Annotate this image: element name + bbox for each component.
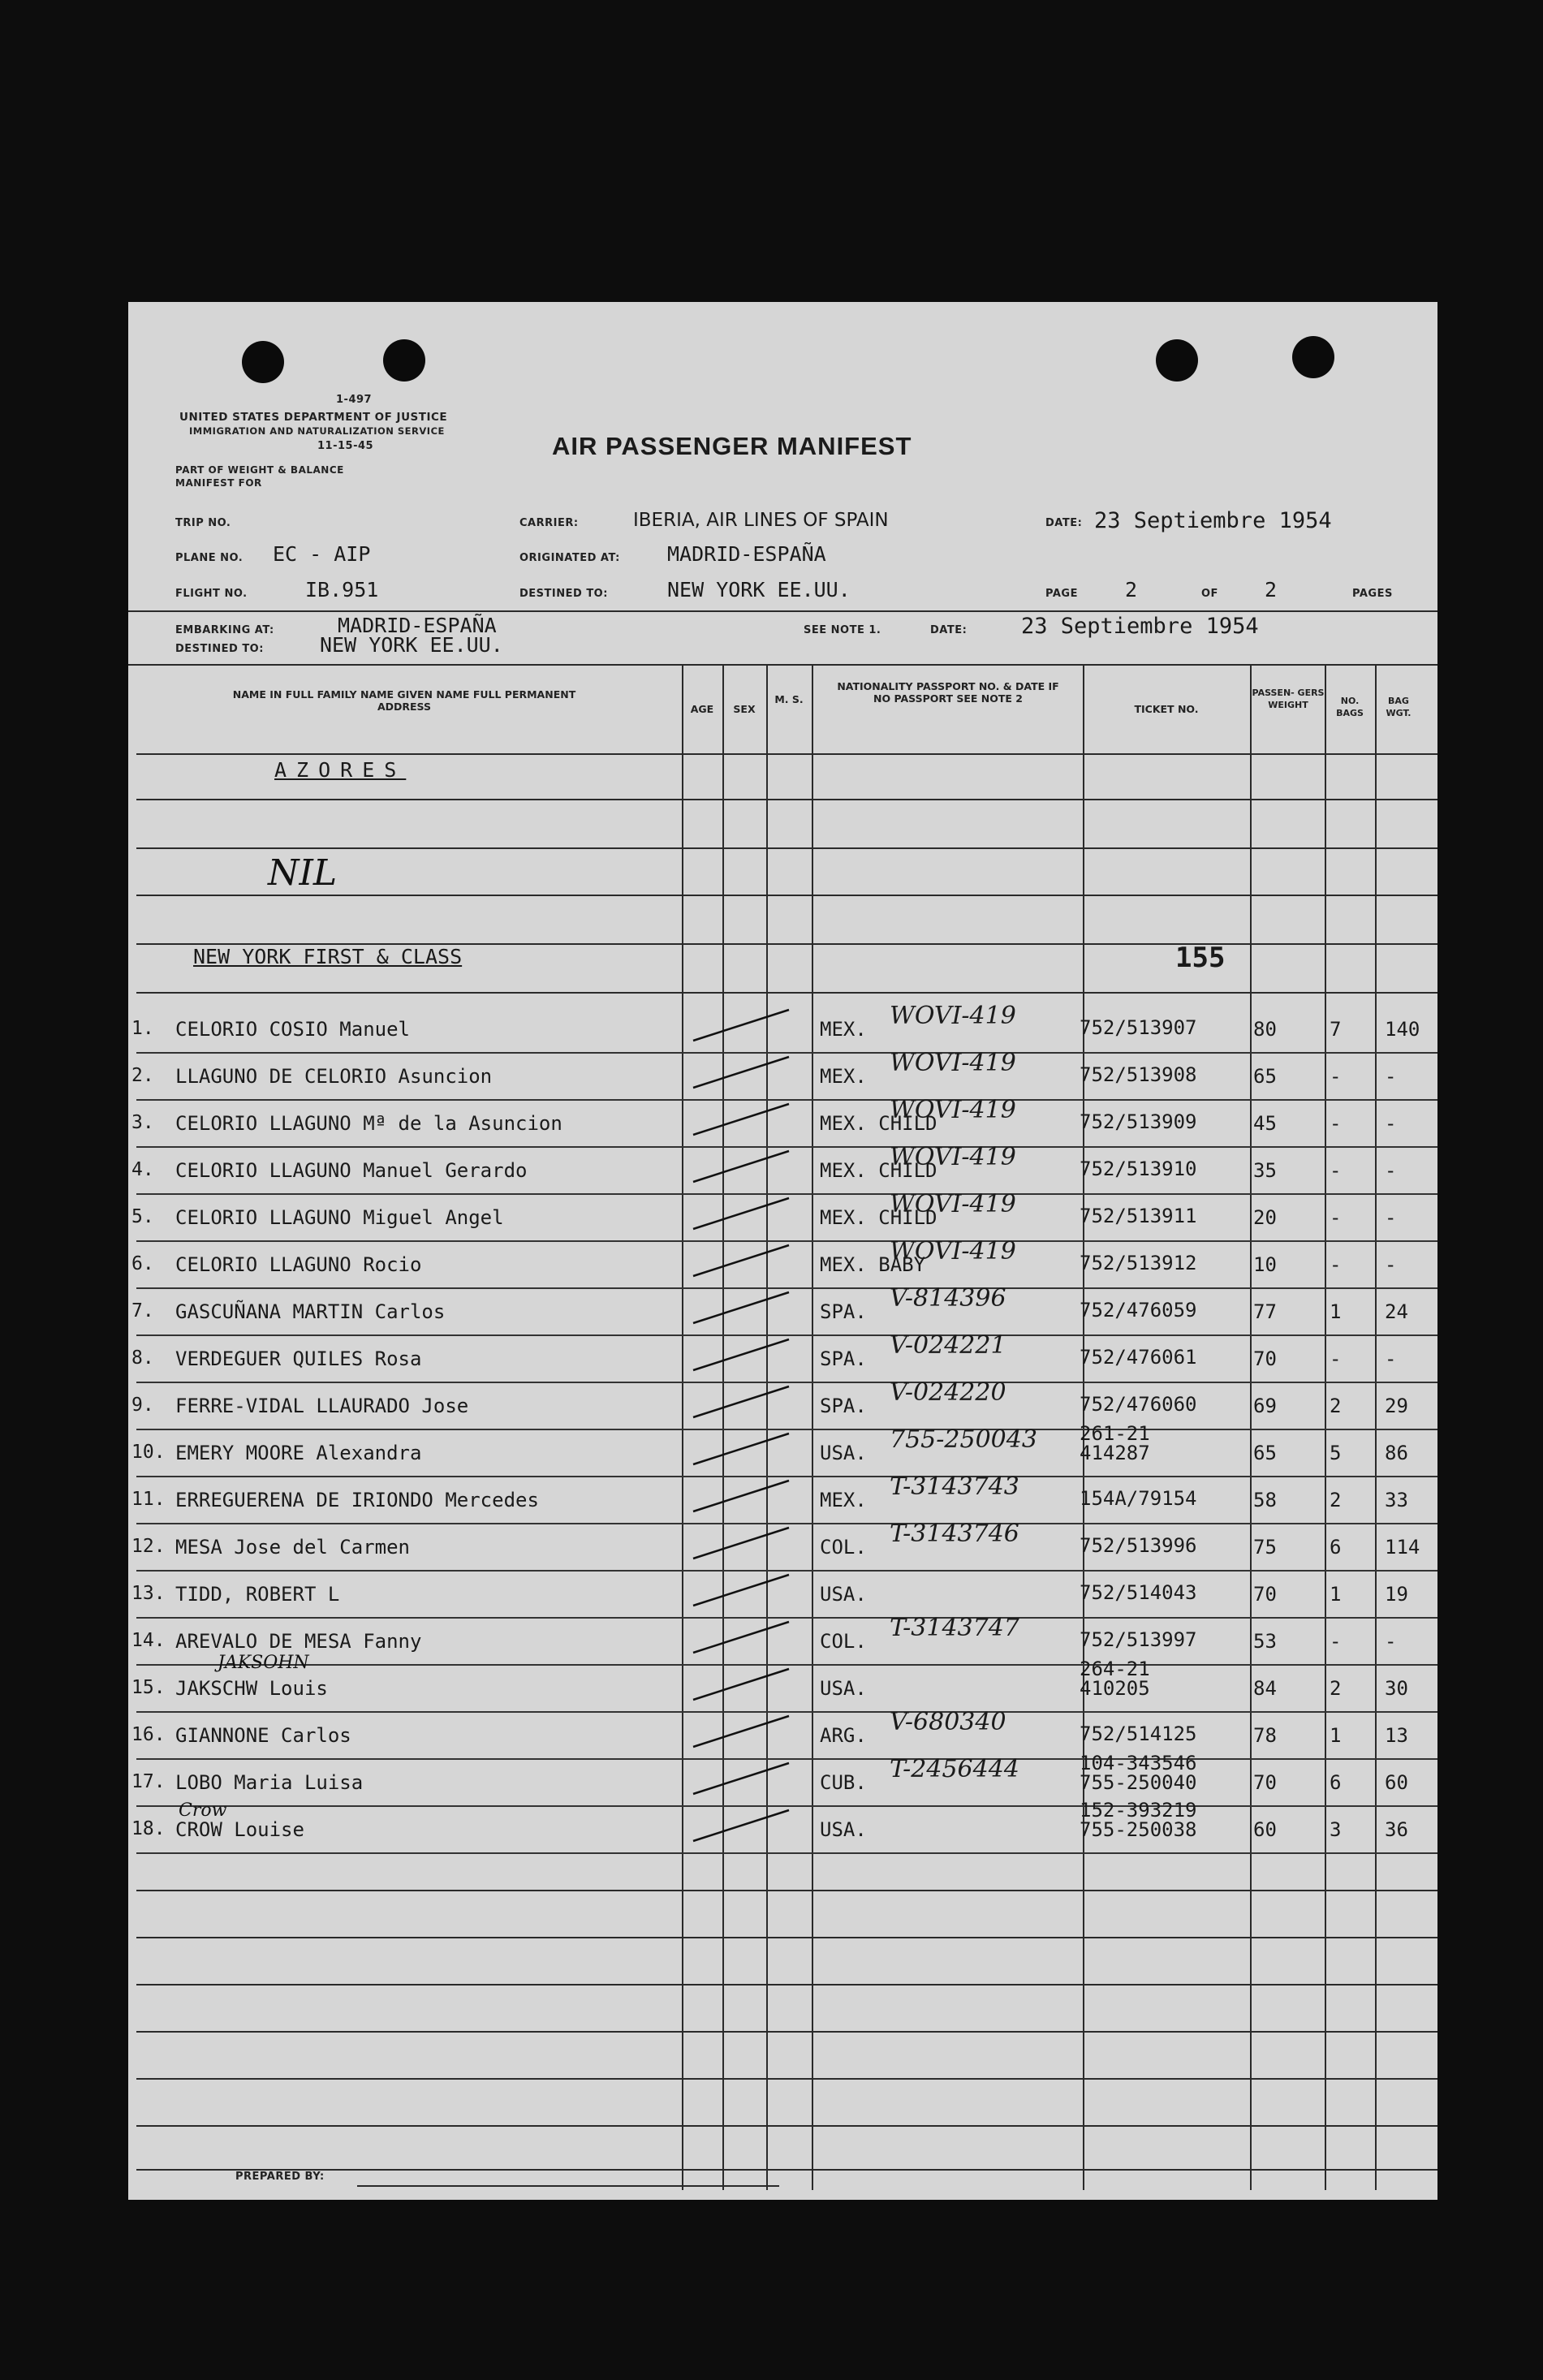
date2-label: DATE: bbox=[930, 624, 968, 636]
passport-number: T-3143746 bbox=[890, 1520, 1019, 1548]
passenger-weight: 80 bbox=[1253, 1018, 1277, 1041]
col-header-ticket: TICKET NO. bbox=[1134, 703, 1199, 715]
flight-label: FLIGHT NO. bbox=[175, 588, 248, 600]
passenger-row bbox=[128, 1002, 1437, 1054]
passenger-row bbox=[128, 1143, 1437, 1195]
bag-count: 1 bbox=[1330, 1724, 1342, 1747]
nationality: SPA. bbox=[820, 1300, 867, 1323]
check-mark bbox=[688, 1521, 794, 1562]
passenger-name: MESA Jose del Carmen bbox=[175, 1536, 410, 1559]
pages-label: PAGES bbox=[1352, 588, 1393, 600]
section-nil: NIL bbox=[268, 852, 338, 894]
passenger-weight: 45 bbox=[1253, 1112, 1277, 1135]
nationality: MEX. bbox=[820, 1489, 867, 1511]
nationality: USA. bbox=[820, 1818, 867, 1841]
ticket-number: 152-393219 755-250038 bbox=[1080, 1799, 1197, 1841]
destined2-label: DESTINED TO: bbox=[175, 643, 264, 655]
passenger-row bbox=[128, 1708, 1437, 1760]
service-name: IMMIGRATION AND NATURALIZATION SERVICE bbox=[189, 425, 445, 437]
ticket-number: 104-343546 755-250040 bbox=[1080, 1752, 1197, 1794]
passport-number: 755-250043 bbox=[890, 1425, 1037, 1454]
passenger-row bbox=[128, 1422, 1437, 1477]
check-mark bbox=[688, 1333, 794, 1373]
date-value: 23 Septiembre 1954 bbox=[1094, 508, 1332, 533]
embarking-value: MADRID-ESPAÑA bbox=[338, 614, 497, 637]
plane-value: EC - AIP bbox=[273, 542, 371, 566]
blank-rule bbox=[136, 2031, 1437, 2033]
col-header-bagwt: BAG WGT. bbox=[1386, 696, 1412, 718]
ticket-number: 752/514043 bbox=[1080, 1581, 1197, 1604]
check-mark bbox=[688, 1710, 794, 1750]
bag-weight: 24 bbox=[1385, 1300, 1408, 1323]
ticket-number: 752/476061 bbox=[1080, 1346, 1197, 1369]
bag-count: 2 bbox=[1330, 1395, 1342, 1417]
prepared-by-line bbox=[357, 2185, 779, 2187]
row-number: 5. bbox=[131, 1206, 154, 1227]
ticket-number: 752/513910 bbox=[1080, 1158, 1197, 1180]
originated-value: MADRID-ESPAÑA bbox=[667, 542, 826, 566]
passenger-name: CELORIO COSIO Manuel bbox=[175, 1018, 410, 1041]
passenger-name: CELORIO LLAGUNO Manuel Gerardo bbox=[175, 1159, 528, 1182]
bag-count: 1 bbox=[1330, 1583, 1342, 1606]
passenger-name: CROW Louise bbox=[175, 1818, 304, 1841]
ticket-number: 752/513997 bbox=[1080, 1628, 1197, 1651]
prepared-by-label: PREPARED BY: bbox=[235, 2171, 325, 2183]
page-value: 2 bbox=[1125, 578, 1138, 601]
destined2-value: NEW YORK EE.UU. bbox=[320, 633, 503, 657]
row-number: 17. bbox=[131, 1771, 166, 1792]
row-number: 6. bbox=[131, 1253, 154, 1274]
header-rule bbox=[128, 610, 1437, 612]
plane-label: PLANE NO. bbox=[175, 552, 244, 564]
passenger-name: TIDD, ROBERT L bbox=[175, 1583, 340, 1606]
nationality: MEX. bbox=[820, 1018, 867, 1041]
check-mark bbox=[688, 1192, 794, 1232]
bag-count: 2 bbox=[1330, 1489, 1342, 1511]
passenger-row bbox=[128, 1520, 1437, 1572]
bag-weight: 30 bbox=[1385, 1677, 1408, 1700]
passport-number: V-680340 bbox=[890, 1708, 1006, 1736]
passport-number: WOVI-419 bbox=[890, 1190, 1016, 1218]
passport-number: T-2456444 bbox=[890, 1755, 1019, 1783]
bag-weight: - bbox=[1385, 1159, 1397, 1182]
col-header-ms: M. S. bbox=[774, 693, 804, 705]
passenger-row bbox=[128, 1378, 1437, 1430]
of-label: OF bbox=[1201, 588, 1218, 600]
section-total: 155 bbox=[1175, 942, 1226, 974]
passenger-name: ERREGUERENA DE IRIONDO Mercedes bbox=[175, 1489, 539, 1511]
check-mark bbox=[688, 1145, 794, 1185]
document-title: AIR PASSENGER MANIFEST bbox=[552, 432, 912, 460]
punch-hole bbox=[242, 341, 284, 383]
row-number: 8. bbox=[131, 1347, 154, 1369]
passport-number: WOVI-419 bbox=[890, 1049, 1016, 1077]
section-azores: AZORES bbox=[274, 758, 407, 782]
row-number: 3. bbox=[131, 1112, 154, 1133]
manifest-for-label: MANIFEST FOR bbox=[175, 477, 262, 489]
page-label: PAGE bbox=[1045, 588, 1078, 600]
grid-rule bbox=[136, 895, 1437, 896]
carrier-value: IBERIA, AIR LINES OF SPAIN bbox=[633, 510, 889, 531]
punch-hole bbox=[383, 339, 425, 382]
check-mark bbox=[688, 1474, 794, 1515]
blank-rule bbox=[136, 2078, 1437, 2080]
bag-weight: 60 bbox=[1385, 1771, 1408, 1794]
bag-weight: 19 bbox=[1385, 1583, 1408, 1606]
bag-count: - bbox=[1330, 1112, 1342, 1135]
section-new-york: NEW YORK FIRST & CLASS bbox=[193, 945, 463, 968]
passport-number: V-814396 bbox=[890, 1284, 1006, 1313]
part-of-label: PART OF WEIGHT & BALANCE bbox=[175, 464, 344, 476]
nationality: MEX. CHILD bbox=[820, 1112, 937, 1135]
of-value: 2 bbox=[1265, 578, 1278, 601]
passport-number: WOVI-419 bbox=[890, 1096, 1016, 1124]
passenger-row bbox=[128, 1284, 1437, 1336]
bag-count: 6 bbox=[1330, 1536, 1342, 1559]
passenger-weight: 65 bbox=[1253, 1065, 1277, 1088]
ticket-number: 752/513911 bbox=[1080, 1205, 1197, 1227]
row-number: 13. bbox=[131, 1583, 166, 1604]
manifest-sheet bbox=[128, 302, 1437, 2200]
passenger-weight: 75 bbox=[1253, 1536, 1277, 1559]
bag-weight: 114 bbox=[1385, 1536, 1420, 1559]
passenger-row bbox=[128, 1096, 1437, 1148]
originated-label: ORIGINATED AT: bbox=[519, 552, 620, 564]
destined-label: DESTINED TO: bbox=[519, 588, 608, 600]
row-number: 12. bbox=[131, 1536, 166, 1557]
passport-number: T-3143743 bbox=[890, 1472, 1019, 1501]
bag-weight: - bbox=[1385, 1112, 1397, 1135]
nationality: SPA. bbox=[820, 1395, 867, 1417]
passenger-row bbox=[128, 1472, 1437, 1524]
bag-count: - bbox=[1330, 1630, 1342, 1653]
passenger-name: FERRE-VIDAL LLAURADO Jose bbox=[175, 1395, 469, 1417]
passport-number: WOVI-419 bbox=[890, 1143, 1016, 1171]
bag-count: 6 bbox=[1330, 1771, 1342, 1794]
ticket-number: 752/514125 bbox=[1080, 1722, 1197, 1745]
passenger-weight: 60 bbox=[1253, 1818, 1277, 1841]
passenger-weight: 69 bbox=[1253, 1395, 1277, 1417]
passenger-weight: 70 bbox=[1253, 1771, 1277, 1794]
bag-weight: 36 bbox=[1385, 1818, 1408, 1841]
blank-rule bbox=[136, 1890, 1437, 1891]
bag-weight: - bbox=[1385, 1630, 1397, 1653]
row-number: 7. bbox=[131, 1300, 154, 1322]
row-number: 10. bbox=[131, 1442, 166, 1463]
nationality: MEX. CHILD bbox=[820, 1206, 937, 1229]
passport-number: V-024220 bbox=[890, 1378, 1006, 1407]
passenger-name: CELORIO LLAGUNO Rocio bbox=[175, 1253, 422, 1276]
bag-weight: 86 bbox=[1385, 1442, 1408, 1464]
row-number: 1. bbox=[131, 1018, 154, 1039]
bag-weight: - bbox=[1385, 1253, 1397, 1276]
passport-number: WOVI-419 bbox=[890, 1237, 1016, 1265]
passenger-row bbox=[128, 1331, 1437, 1383]
check-mark bbox=[688, 1662, 794, 1703]
col-header-age: AGE bbox=[690, 703, 714, 715]
passenger-row bbox=[128, 1572, 1437, 1619]
nationality: COL. bbox=[820, 1630, 867, 1653]
nationality: CUB. bbox=[820, 1771, 867, 1794]
bag-weight: 33 bbox=[1385, 1489, 1408, 1511]
table-bottom-rule bbox=[136, 2169, 1437, 2171]
department-name: UNITED STATES DEPARTMENT OF JUSTICE bbox=[179, 411, 448, 424]
passenger-name: LOBO Maria Luisa bbox=[175, 1771, 364, 1794]
ticket-number: 752/513907 bbox=[1080, 1016, 1197, 1039]
nationality: COL. bbox=[820, 1536, 867, 1559]
grid-rule bbox=[136, 799, 1437, 800]
date-label: DATE: bbox=[1045, 517, 1083, 529]
passenger-weight: 70 bbox=[1253, 1347, 1277, 1370]
ticket-number: 154A/79154 bbox=[1080, 1487, 1197, 1510]
bag-count: 3 bbox=[1330, 1818, 1342, 1841]
passenger-row bbox=[128, 1190, 1437, 1242]
passport-number: V-024221 bbox=[890, 1331, 1006, 1360]
check-mark bbox=[688, 1427, 794, 1468]
check-mark bbox=[688, 1239, 794, 1279]
passenger-row bbox=[128, 1752, 1437, 1807]
blank-rule bbox=[136, 2125, 1437, 2127]
ticket-number: 752/476060 bbox=[1080, 1393, 1197, 1416]
correction-jakschw: JAKSOHN bbox=[218, 1653, 309, 1673]
passenger-weight: 20 bbox=[1253, 1206, 1277, 1229]
blank-rule bbox=[136, 1937, 1437, 1938]
grid-rule bbox=[136, 847, 1437, 849]
ticket-number: 261-21 414287 bbox=[1080, 1422, 1150, 1464]
form-number: 1-497 bbox=[336, 394, 373, 406]
row-number: 9. bbox=[131, 1395, 154, 1416]
passenger-name: GASCUÑANA MARTIN Carlos bbox=[175, 1300, 446, 1323]
passenger-name: EMERY MOORE Alexandra bbox=[175, 1442, 422, 1464]
bag-count: 2 bbox=[1330, 1677, 1342, 1700]
nationality: MEX. CHILD bbox=[820, 1159, 937, 1182]
bag-weight: 29 bbox=[1385, 1395, 1408, 1417]
passenger-row bbox=[128, 1237, 1437, 1289]
ticket-number: 752/476059 bbox=[1080, 1299, 1197, 1322]
nationality: USA. bbox=[820, 1583, 867, 1606]
bag-count: 7 bbox=[1330, 1018, 1342, 1041]
passenger-weight: 78 bbox=[1253, 1724, 1277, 1747]
ticket-number: 264-21 410205 bbox=[1080, 1658, 1150, 1700]
passport-number: T-3143747 bbox=[890, 1614, 1019, 1642]
passenger-weight: 53 bbox=[1253, 1630, 1277, 1653]
nationality: USA. bbox=[820, 1442, 867, 1464]
check-mark bbox=[688, 1380, 794, 1421]
nationality: MEX. BABY bbox=[820, 1253, 926, 1276]
ticket-number: 752/513908 bbox=[1080, 1063, 1197, 1086]
bag-count: 1 bbox=[1330, 1300, 1342, 1323]
check-mark bbox=[688, 1050, 794, 1091]
bag-weight: - bbox=[1385, 1206, 1397, 1229]
check-mark bbox=[688, 1804, 794, 1844]
check-mark bbox=[688, 1615, 794, 1656]
nationality: ARG. bbox=[820, 1724, 867, 1747]
blank-rule bbox=[136, 1984, 1437, 1985]
row-number: 15. bbox=[131, 1677, 166, 1698]
bag-count: - bbox=[1330, 1206, 1342, 1229]
col-header-sex: SEX bbox=[733, 703, 756, 715]
bag-count: 5 bbox=[1330, 1442, 1342, 1464]
note1-label: SEE NOTE 1. bbox=[804, 624, 881, 636]
correction-crow: Crow bbox=[179, 1800, 227, 1821]
col-header-bags: NO. BAGS bbox=[1336, 696, 1364, 718]
destined-value: NEW YORK EE.UU. bbox=[667, 578, 851, 601]
bag-count: - bbox=[1330, 1253, 1342, 1276]
ticket-number: 752/513912 bbox=[1080, 1252, 1197, 1274]
nationality: SPA. bbox=[820, 1347, 867, 1370]
col-header-name: NAME IN FULL FAMILY NAME GIVEN NAME FULL PERMANENT ADDRESS bbox=[232, 688, 576, 713]
col-header-nationality: NATIONALITY PASSPORT NO. & DATE IF NO PASSPORT SEE NOTE 2 bbox=[837, 680, 1059, 705]
bag-weight: - bbox=[1385, 1065, 1397, 1088]
passenger-name: LLAGUNO DE CELORIO Asuncion bbox=[175, 1065, 493, 1088]
passenger-name: CELORIO LLAGUNO Miguel Angel bbox=[175, 1206, 504, 1229]
check-mark bbox=[688, 1097, 794, 1138]
passenger-row bbox=[128, 1614, 1437, 1666]
row-number: 2. bbox=[131, 1065, 154, 1086]
check-mark bbox=[688, 1286, 794, 1326]
nationality: USA. bbox=[820, 1677, 867, 1700]
row-number: 4. bbox=[131, 1159, 154, 1180]
embarking-label: EMBARKING AT: bbox=[175, 624, 274, 636]
bag-count: - bbox=[1330, 1159, 1342, 1182]
header-bottom-rule bbox=[136, 753, 1437, 755]
row-number: 11. bbox=[131, 1489, 166, 1510]
passport-number: WOVI-419 bbox=[890, 1002, 1016, 1030]
grid-rule bbox=[136, 992, 1437, 994]
flight-value: IB.951 bbox=[305, 578, 379, 601]
ticket-number: 752/513909 bbox=[1080, 1110, 1197, 1133]
bag-count: - bbox=[1330, 1065, 1342, 1088]
bag-weight: 13 bbox=[1385, 1724, 1408, 1747]
passenger-name: VERDEGUER QUILES Rosa bbox=[175, 1347, 422, 1370]
passenger-weight: 10 bbox=[1253, 1253, 1277, 1276]
punch-hole bbox=[1156, 339, 1198, 382]
nationality: MEX. bbox=[820, 1065, 867, 1088]
row-number: 18. bbox=[131, 1818, 166, 1839]
passenger-weight: 70 bbox=[1253, 1583, 1277, 1606]
passenger-name: AREVALO DE MESA Fanny bbox=[175, 1630, 422, 1653]
table-top-rule bbox=[128, 664, 1437, 666]
row-number: 14. bbox=[131, 1630, 166, 1651]
col-header-weight: PASSEN- GERS WEIGHT bbox=[1252, 688, 1325, 710]
check-mark bbox=[688, 1003, 794, 1044]
passenger-weight: 84 bbox=[1253, 1677, 1277, 1700]
ticket-number: 752/513996 bbox=[1080, 1534, 1197, 1557]
bag-weight: 140 bbox=[1385, 1018, 1420, 1041]
punch-hole bbox=[1292, 336, 1334, 378]
bag-count: - bbox=[1330, 1347, 1342, 1370]
passenger-name: JAKSCHW Louis bbox=[175, 1677, 328, 1700]
passenger-row bbox=[128, 1799, 1437, 1854]
passenger-weight: 77 bbox=[1253, 1300, 1277, 1323]
bag-weight: - bbox=[1385, 1347, 1397, 1370]
trip-label: TRIP NO. bbox=[175, 517, 231, 529]
date2-value: 23 Septiembre 1954 bbox=[1021, 614, 1259, 639]
row-rule bbox=[136, 1852, 1437, 1854]
form-date: 11-15-45 bbox=[317, 440, 374, 452]
passenger-row bbox=[128, 1049, 1437, 1101]
row-number: 16. bbox=[131, 1724, 166, 1745]
passenger-weight: 35 bbox=[1253, 1159, 1277, 1182]
passenger-name: CELORIO LLAGUNO Mª de la Asuncion bbox=[175, 1112, 562, 1135]
check-mark bbox=[688, 1757, 794, 1797]
passenger-name: GIANNONE Carlos bbox=[175, 1724, 351, 1747]
carrier-label: CARRIER: bbox=[519, 517, 579, 529]
passenger-weight: 65 bbox=[1253, 1442, 1277, 1464]
passenger-weight: 58 bbox=[1253, 1489, 1277, 1511]
check-mark bbox=[688, 1568, 794, 1609]
